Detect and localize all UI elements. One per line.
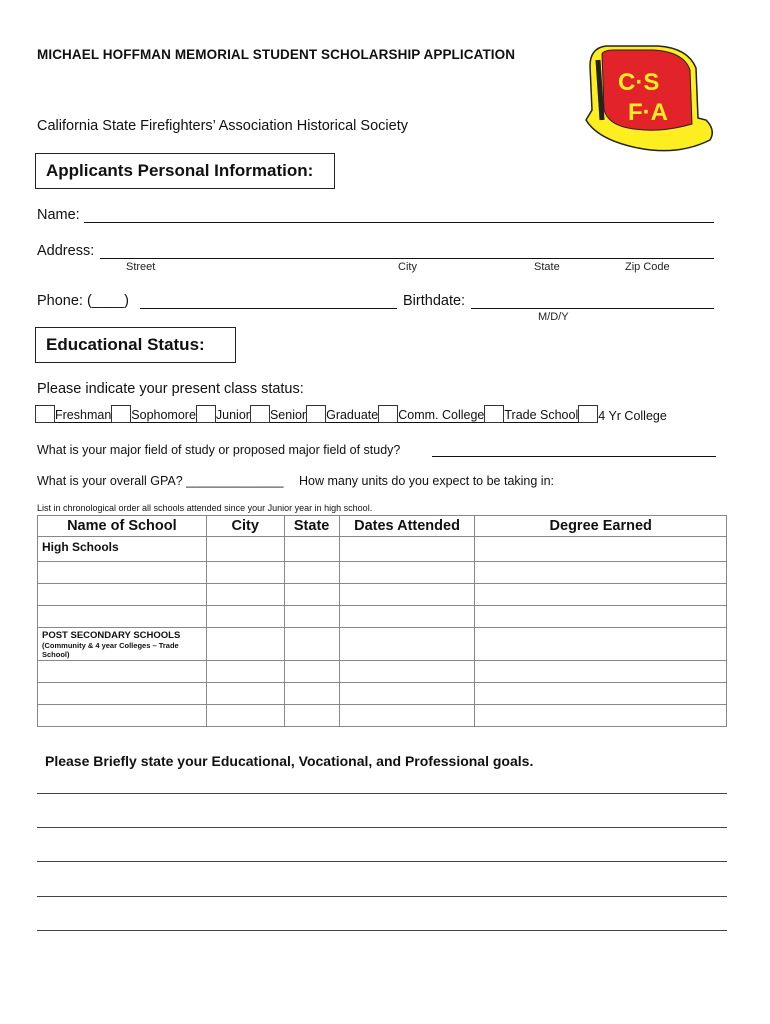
option-comm-college[interactable]: Comm. College	[378, 405, 484, 423]
major-question: What is your major field of study or proposed major field of study?	[37, 443, 401, 457]
goals-line-5[interactable]	[37, 930, 727, 931]
option-trade-school[interactable]: Trade School	[484, 405, 578, 423]
comm-college-checkbox[interactable]	[378, 405, 398, 423]
zip-sublabel: Zip Code	[625, 261, 670, 273]
gpa-question: What is your overall GPA? ______________	[37, 474, 284, 488]
option-freshman[interactable]: Freshman	[35, 405, 111, 423]
name-label: Name:	[37, 207, 80, 223]
col-dates-attended: Dates Attended	[339, 516, 475, 537]
col-state: State	[284, 516, 339, 537]
table-row[interactable]	[38, 683, 727, 705]
name-field[interactable]	[84, 222, 714, 223]
junior-checkbox[interactable]	[196, 405, 216, 423]
birthdate-field[interactable]	[471, 308, 714, 309]
goals-prompt: Please Briefly state your Educational, Vocational, and Professional goals.	[45, 753, 534, 769]
option-4yr-college[interactable]: 4 Yr College	[578, 405, 667, 423]
units-question: How many units do you expect to be taking in:	[299, 474, 555, 488]
address-label: Address:	[37, 243, 95, 259]
goals-line-2[interactable]	[37, 827, 727, 828]
logo-text-bottom: F·A	[628, 99, 668, 126]
table-row[interactable]	[38, 705, 727, 727]
graduate-checkbox[interactable]	[306, 405, 326, 423]
schools-table	[37, 515, 727, 727]
form-title: MICHAEL HOFFMAN MEMORIAL STUDENT SCHOLARSHIP APPLICATION	[37, 47, 516, 62]
goals-line-1[interactable]	[37, 793, 727, 794]
major-field[interactable]	[432, 456, 716, 457]
phone-label: Phone: (____)	[37, 293, 129, 309]
table-header-row	[38, 516, 727, 537]
table-row[interactable]	[38, 661, 727, 683]
goals-line-3[interactable]	[37, 861, 727, 862]
class-status-prompt: Please indicate your present class status:	[37, 381, 304, 397]
table-row[interactable]	[38, 537, 727, 562]
table-row[interactable]	[38, 562, 727, 584]
csfa-helmet-logo	[578, 40, 718, 158]
option-senior[interactable]: Senior	[250, 405, 306, 423]
city-sublabel: City	[398, 261, 417, 273]
schools-instruction: List in chronological order all schools attended since your Junior year in high school.	[37, 503, 373, 513]
logo-text-top: C·S	[618, 69, 660, 96]
table-row[interactable]	[38, 628, 727, 661]
table-row[interactable]	[38, 584, 727, 606]
option-junior[interactable]: Junior	[196, 405, 250, 423]
freshman-checkbox[interactable]	[35, 405, 55, 423]
educational-status-heading: Educational Status:	[35, 327, 236, 363]
organization-subtitle: California State Firefighters’ Association Historical Society	[37, 118, 408, 134]
col-city: City	[206, 516, 284, 537]
4yr-college-checkbox[interactable]	[578, 405, 598, 423]
post-secondary-label: POST SECONDARY SCHOOLS (Community & 4 year Colleges – Trade School)	[38, 628, 207, 661]
birthdate-label: Birthdate:	[403, 293, 466, 309]
personal-info-heading: Applicants Personal Information:	[35, 153, 335, 189]
class-status-options	[35, 405, 667, 423]
high-schools-label: High Schools	[38, 537, 207, 562]
goals-line-4[interactable]	[37, 896, 727, 897]
senior-checkbox[interactable]	[250, 405, 270, 423]
sophomore-checkbox[interactable]	[111, 405, 131, 423]
trade-school-checkbox[interactable]	[484, 405, 504, 423]
state-sublabel: State	[534, 261, 560, 273]
col-name-of-school: Name of School	[38, 516, 207, 537]
address-field[interactable]	[100, 258, 714, 259]
option-graduate[interactable]: Graduate	[306, 405, 378, 423]
option-sophomore[interactable]: Sophomore	[111, 405, 196, 423]
birthdate-format: M/D/Y	[538, 311, 569, 323]
phone-field[interactable]	[140, 308, 397, 309]
street-sublabel: Street	[126, 261, 156, 273]
table-row[interactable]	[38, 606, 727, 628]
col-degree-earned: Degree Earned	[475, 516, 727, 537]
